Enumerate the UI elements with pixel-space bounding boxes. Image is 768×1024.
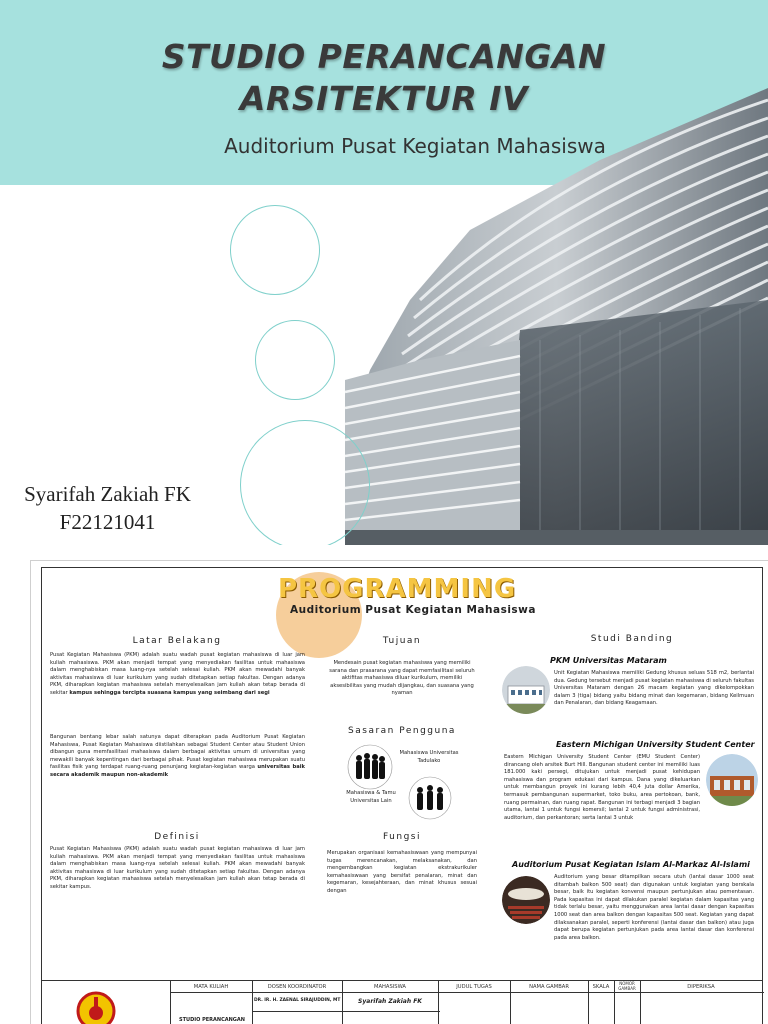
author-name: Syarifah Zakiah FK — [24, 482, 191, 506]
author-block — [0, 480, 215, 536]
case3-title: Auditorium Pusat Kegiatan Islam Al-Markaz Al-Islami — [512, 860, 750, 869]
title-line-2: ARSITEKTUR IV — [239, 79, 529, 118]
heading-definisi: Definisi — [154, 832, 200, 842]
th-dosen: DOSEN KOORDINATOR — [267, 984, 327, 990]
poster-title: PROGRAMMING — [278, 574, 517, 604]
title-line-1: STUDIO PERANCANGAN — [161, 37, 607, 76]
th-judul-tugas: JUDUL TUGAS — [456, 984, 492, 990]
poster-frame — [41, 567, 763, 1024]
fungsi-text: Merupakan organisasi kemahasiswaan yang mempunyai tugas merencanakan, melaksanakan, dan mengembangkan kegiatan ekstrakurikuler kemahasiswaan yang bersifat penalaran, minat dan kegemaran, kesejahteraan, dan minat khusus sesuai dengan — [327, 850, 477, 894]
decorative-circle — [255, 320, 335, 400]
th-mata-kuliah: MATA KULIAH — [193, 984, 229, 990]
author-id: F22121041 — [59, 510, 156, 534]
table-row-rule — [252, 1011, 440, 1012]
title-block-table — [42, 980, 762, 1024]
case1-text: Unit Kegiatan Mahasiswa memiliki Gedung khusus seluas 518 m2, berlantai dua. Gedung tersebut menjadi pusat kegiatan mahasiswa di seluruh fakultas Universitas Mataram dengan 26 macam kegiatan yang dikelompokkan dalam 3 (tiga) bidang yaitu bidang minat dan kegemaran, bidang Keilmuan dan Penalaran, dan bidang Keagamaan. — [554, 670, 754, 707]
heading-fungsi: Fungsi — [383, 832, 421, 842]
sasaran-label-1: Mahasiswa Universitas Tadulako — [399, 750, 459, 764]
people-silhouette-icon — [347, 744, 393, 790]
poster-subtitle: Auditorium Pusat Kegiatan Mahasiswa — [290, 604, 536, 616]
slide-subtitle: Auditorium Pusat Kegiatan Mahasiswa — [224, 134, 606, 158]
sasaran-label-2: Mahasiswa & Tamu Universitas Lain — [346, 790, 396, 804]
th-nomor-gambar: NOMOR GAMBAR — [618, 981, 636, 991]
al-markaz-auditorium-photo — [502, 876, 550, 924]
heading-latar-belakang: Latar Belakang — [132, 636, 222, 646]
heading-sasaran-pengguna: Sasaran Pengguna — [348, 726, 456, 736]
slide-title — [0, 36, 768, 120]
definisi-text: Pusat Kegiatan Mahasiswa (PKM) adalah suatu wadah pusat kegiatan mahasiswa di luar jam kuliah mahasiswa. PKM akan menjadi tempat yang menyediakan fasilitas untuk mahasiswa dalam menghabiskan masa luang-nya setelah selesai kuliah. PKM akan mewadahi banyak aktivitas mahasiswa di luar kurikulum yang sudah ditetapkan setiap fakultas. Dengan adanya PKM, diharapkan kegiatan mahasiswa setelah menyelesaikan jam kuliah akan tetap berada di sekitar kampus. — [50, 846, 305, 890]
university-logo-icon — [76, 991, 116, 1024]
decorative-circle — [230, 205, 320, 295]
th-skala: SKALA — [592, 984, 610, 990]
td-mahasiswa: Syarifah Zakiah FK — [358, 998, 422, 1005]
programming-poster — [30, 560, 768, 1024]
th-mahasiswa: MAHASISWA — [374, 984, 406, 990]
th-nama-gambar: NAMA GAMBAR — [529, 984, 569, 990]
td-dosen: DR. IR. H. ZAENAL SIRAJUDDIN, MT — [254, 998, 341, 1003]
case2-title: Eastern Michigan University Student Center — [556, 740, 755, 749]
th-diperiksa: DIPERIKSA — [687, 984, 715, 990]
case3-text: Auditorium yang besar ditampilkan secara utuh (lantai dasar 1000 seat ditambah balkon 500 seat) dan digunakan untuk kegiatan yang berskala besar, baik itu kegiatan konvensi maupun pertunjukan atau pementasan. Pada kapasitas ini dapat dilakukan paralel kegiatan dalam kapasitas yang tidak terlalu besar, yaitu menggunakan area lantai dasar dengan kapasitas 1000 seat dan area balkon dengan kapasitas 500 seat. Kegiatan yang dapat dilaksanakan paralel, seperti konferensi (lantai dasar dan balkon) atau juga dapat berupa kegiatan pertunjukan pada area lantai dasar dan konferensi pada area balkon. — [554, 874, 754, 941]
td-mata-kuliah: STUDIO PERANCANGAN — [179, 1017, 245, 1023]
latar-belakang-p2-bold: universitas baik secara akademik maupun non-akademik — [50, 764, 306, 778]
tujuan-text: Mendesain pusat kegiatan mahasiswa yang memiliki sarana dan prasarana yang dapat memfasilitasi seluruh aktifitas mahasiswa diluar kurikulum, memiliki aksesibilitas yang mudah dijangkau, dan suasana yang nyaman — [329, 660, 475, 697]
latar-belakang-p1-bold: kampus sehingga tercipta suasana kampus yang seimbang dari segi — [69, 689, 270, 696]
people-silhouette-icon — [408, 776, 452, 820]
decorative-circle — [240, 420, 370, 545]
latar-belakang-p2: Bangunan bentang lebar salah satunya dapat diterapkan pada Auditorium Pusat Kegiatan Mahasiswa, Pusat Kegiatan Mahasiswa diistilahkan sebagai Student Center atau Student Union dibangun guna memfasilitasi mahasiswa dalam berbagai aktivitas umum di universitas yang mewakili banyak kepentingan dari berbagai pihak. Pusat kegiatan mahasiswa merupakan suatu fasilitas fisik yang terdapat ruang-ruang penunjang kegiatan-kegiatan warga universitas baik secara akademik maupun non-akademik — [50, 734, 306, 778]
heading-tujuan: Tujuan — [382, 636, 422, 646]
latar-belakang-p1: Pusat Kegiatan Mahasiswa (PKM) adalah suatu wadah pusat kegiatan mahasiswa di luar jam kuliah mahasiswa. PKM akan menjadi tempat yang menyediakan fasilitas untuk mahasiswa dalam menghabiskan masa luang-nya setelah selesai kuliah. PKM akan mewadahi banyak aktivitas mahasiswa di luar kurikulum yang sudah ditetapkan setiap fakultas. Dengan adanya PKM, diharapkan kegiatan mahasiswa setelah menyelesaikan jam kuliah akan tetap berada di sekitar kampus sehingga tercipta suasana kampus yang seimbang dari segi — [50, 652, 305, 696]
heading-studi-banding: Studi Banding — [590, 634, 674, 644]
case2-text: Eastern Michigan University Student Center (EMU Student Center) dirancang oleh arsitek Burt Hill. Bangunan student center ini memiliki luas 181.000 kaki persegi, ditujukan untuk menjadi pusat kehidupan mahasiswa dan program edukasi dari kampus. Dana yang dikeluarkan untuk membangun proyek ini kurang lebih 40,4 juta dollar Amerika, termasuk pembangunan supermarket, toko buku, area pertokoan, bank, ruang permainan, dan ruang rapat. Bangunan ini terbagi menjadi 3 bagian utama, lantai 1 untuk fungsi komersil; lantai 2 untuk fungsi administrasi, auditorium, dan perkantoran; serta lantai 3 untuk — [504, 754, 700, 821]
emu-student-center-photo — [706, 754, 758, 806]
pkm-mataram-photo — [502, 666, 550, 714]
table-header-rule — [170, 992, 764, 993]
case1-title: PKM Universitas Mataram — [550, 656, 667, 665]
